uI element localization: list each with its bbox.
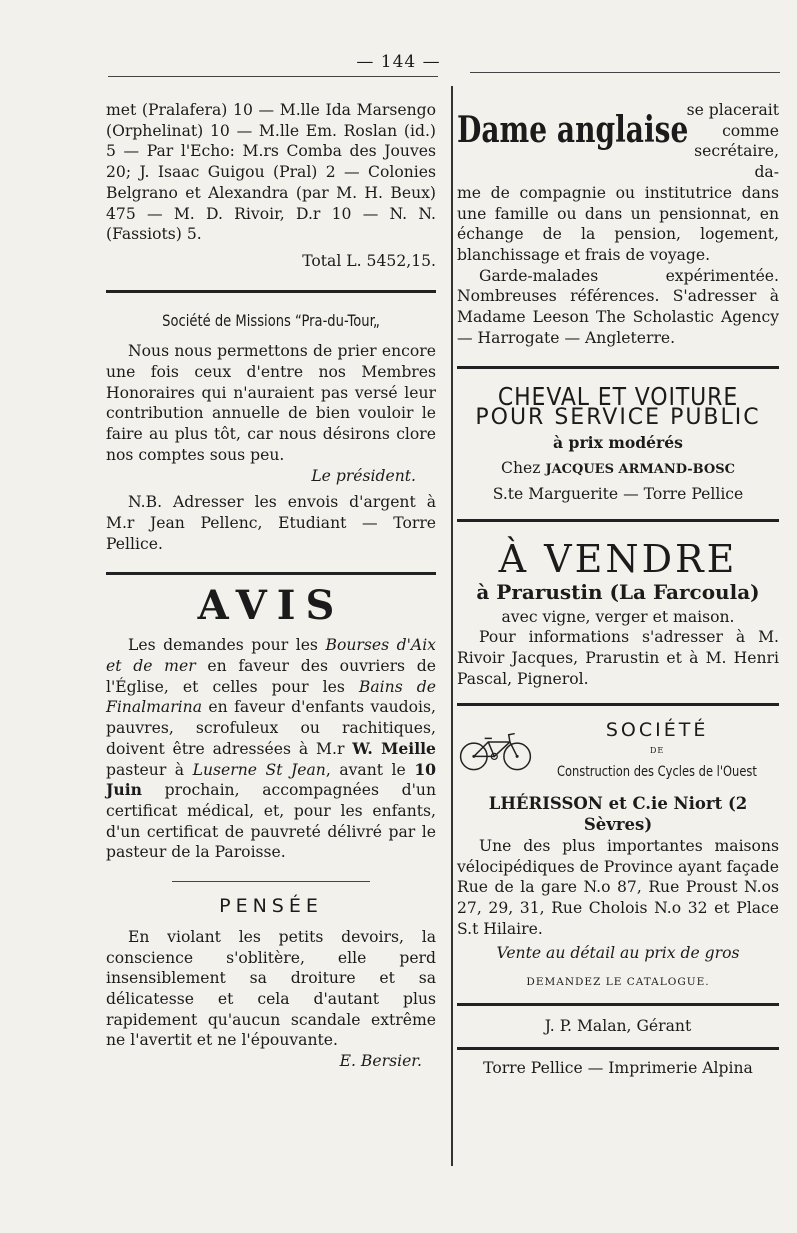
donation-list: met (Pralafera) 10 — M.lle Ida Marsengo (Orphelinat) 10 — M.lle Em. Roslan (id.) 5 — Par l'Echo: M.rs Comba des Jouves 20; J. Isaac Guigou (Pral) 2 — Colonies Belgrano et Alexandra (par M. H. Beux) 475 — M. D. Rivoir, D.r 10 — N. N. (Fassiots) 5. [106,101,436,244]
missions-signature: Le président. [311,466,416,485]
pensee-author: E. Bersier. [339,1052,422,1071]
pensee-title: PENSÉE [219,895,323,918]
dame-title: Dame anglaise [457,109,689,151]
dame-body-2: Garde-malades expérimentée. Nombreuses références. S'adresser à Madame Leeson The Scholastic Agency — Harrogate — Angleterre. [457,266,779,347]
page-number: — 144 — [356,52,441,72]
societe-vente: Vente au détail au prix de gros [496,944,740,963]
cheval-chez: Chez JACQUES ARMAND-BOSC [501,458,735,477]
vendre-title: À VENDRE [498,536,738,581]
societe-text [535,720,779,782]
vendre-place: à Prarustin (La Farcoula) [476,579,760,604]
societe-catalogue: DEMANDEZ LE CATALOGUE. [526,976,710,989]
missions-title: Société de Missions “Pra-du-Tour„ [162,310,380,330]
left-column [106,100,436,1072]
societe-body: Une des plus importantes maisons vélocipédiques de Province ayant façade Rue de la gare N.o 87, Rue Proust N.os 27, 29, 31, Rue Cholois N.o 32 et Place S.t Hilaire. [457,836,779,938]
donation-total: Total L. 5452,15. [302,251,436,270]
dame-body: me de compagnie ou institutrice dans une famille ou dans un pensionnat, en échange de la pension, logement, blanchissage et frais de voyage. [457,183,779,264]
societe-title: SOCIÉTÉ [605,719,709,742]
cheval-address: S.te Marguerite — Torre Pellice [492,485,744,504]
vendre-desc: avec vigne, verger et maison. [501,607,735,626]
dame-side-text: se placerait comme secrétaire, da- [686,101,779,182]
missions-nb: N.B. Adresser les envois d'argent à M.r Jean Pellenc, Etudiant — Torre Pellice. [106,493,436,553]
cheval-prix: à prix modérés [553,432,683,452]
vendre-info: Pour informations s'adresser à M. Rivoir Jacques, Prarustin et à M. Henri Pascal, Pignerol. [457,628,779,688]
dame-ad [457,100,779,183]
column-divider [451,86,453,1166]
avis-title: AVIS [197,582,345,630]
header-rule-right [470,72,780,73]
pensee-body: En violant les petits devoirs, la conscience s'oblitère, elle perd insensiblement sa droiture et sa délicatesse et cela d'autant plus rapidement qu'aucun scandale extrême ne l'avertit et ne l'épouvante. [106,927,436,1050]
cheval-subtitle: POUR SERVICE PUBLIC [475,405,761,431]
missions-body: Nous nous permettons de prier encore une fois ceux d'entre nos Membres Honoraires qui n'auraient pas versé leur contribution annuelle de bien vouloir le faire au plus tôt, car nous désirons clore nos comptes sous peu. [106,342,436,464]
avis-body: Les demandes pour les Bourses d'Aix et de mer en faveur des ouvriers de l'Église, et celles pour les Bains de Finalmarina en faveur d'enfants vaudois, pauvres, scrofuleux ou rachitiques, doivent être adressées à M.r W. Meille pasteur à Luserne St Jean, avant le 10 Juin prochain, accompagnées d'un certificat médical, et, pour les enfants, d'un certificat de pauvreté délivré par le pasteur de la Paroisse. [106,636,437,862]
bicycle-icon [457,716,535,786]
societe-name: Construction des Cycles de l'Ouest [557,763,758,780]
header-rule-left [108,76,438,77]
right-column [457,100,779,1078]
gerant: J. P. Malan, Gérant [544,1016,692,1035]
cheval-title: CHEVAL ET VOITURE [497,382,739,412]
imprimerie: Torre Pellice — Imprimerie Alpina [483,1058,753,1077]
societe-header [457,716,779,786]
societe-company: LHÉRISSON et C.ie Niort (2 Sèvres) [488,794,748,835]
societe-de: DE [649,746,665,756]
